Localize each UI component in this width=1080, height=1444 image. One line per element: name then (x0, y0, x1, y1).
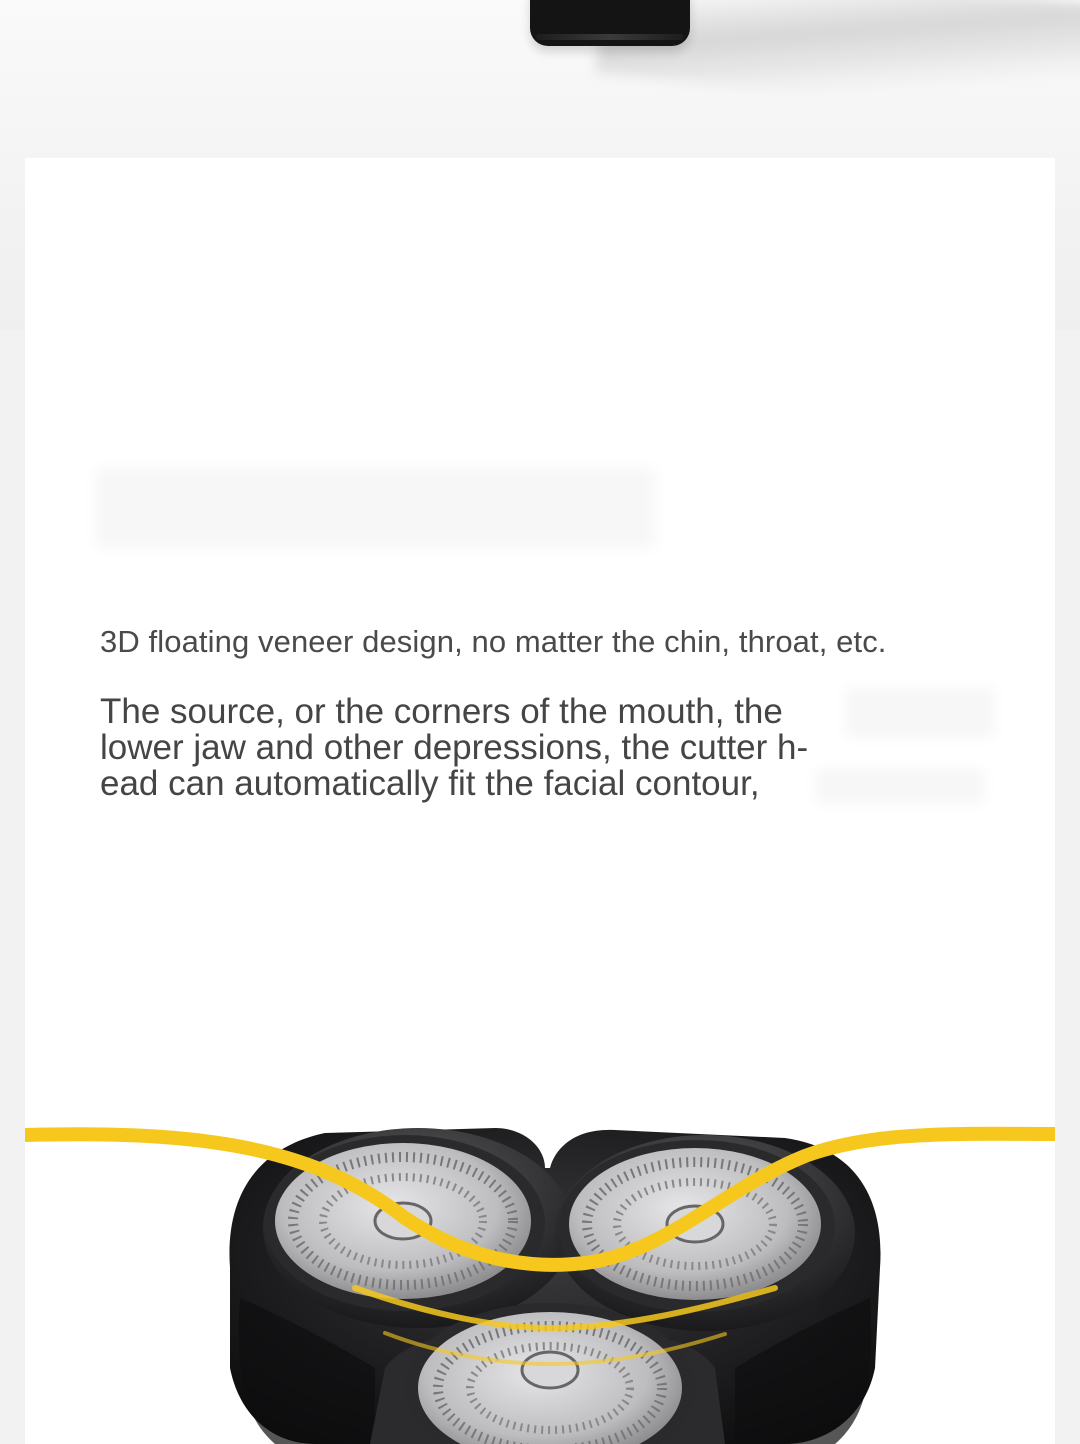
shaver-base-image (530, 0, 690, 46)
cutter-head-right (555, 1135, 855, 1331)
feature-headline: 3D floating veneer design, no matter the chin, throat, etc. (100, 624, 887, 659)
description-line: lower jaw and other depressions, the cutter h- (100, 728, 809, 767)
faded-heading-ghost (95, 468, 655, 548)
faded-text-ghost (845, 688, 995, 738)
description-line: The source, or the corners of the mouth, the (100, 692, 783, 731)
description-line: ead can automatically fit the facial contour, (100, 764, 760, 803)
feature-panel (25, 158, 1055, 1444)
shaver-head-image (25, 1038, 1055, 1444)
feature-description (100, 694, 860, 802)
